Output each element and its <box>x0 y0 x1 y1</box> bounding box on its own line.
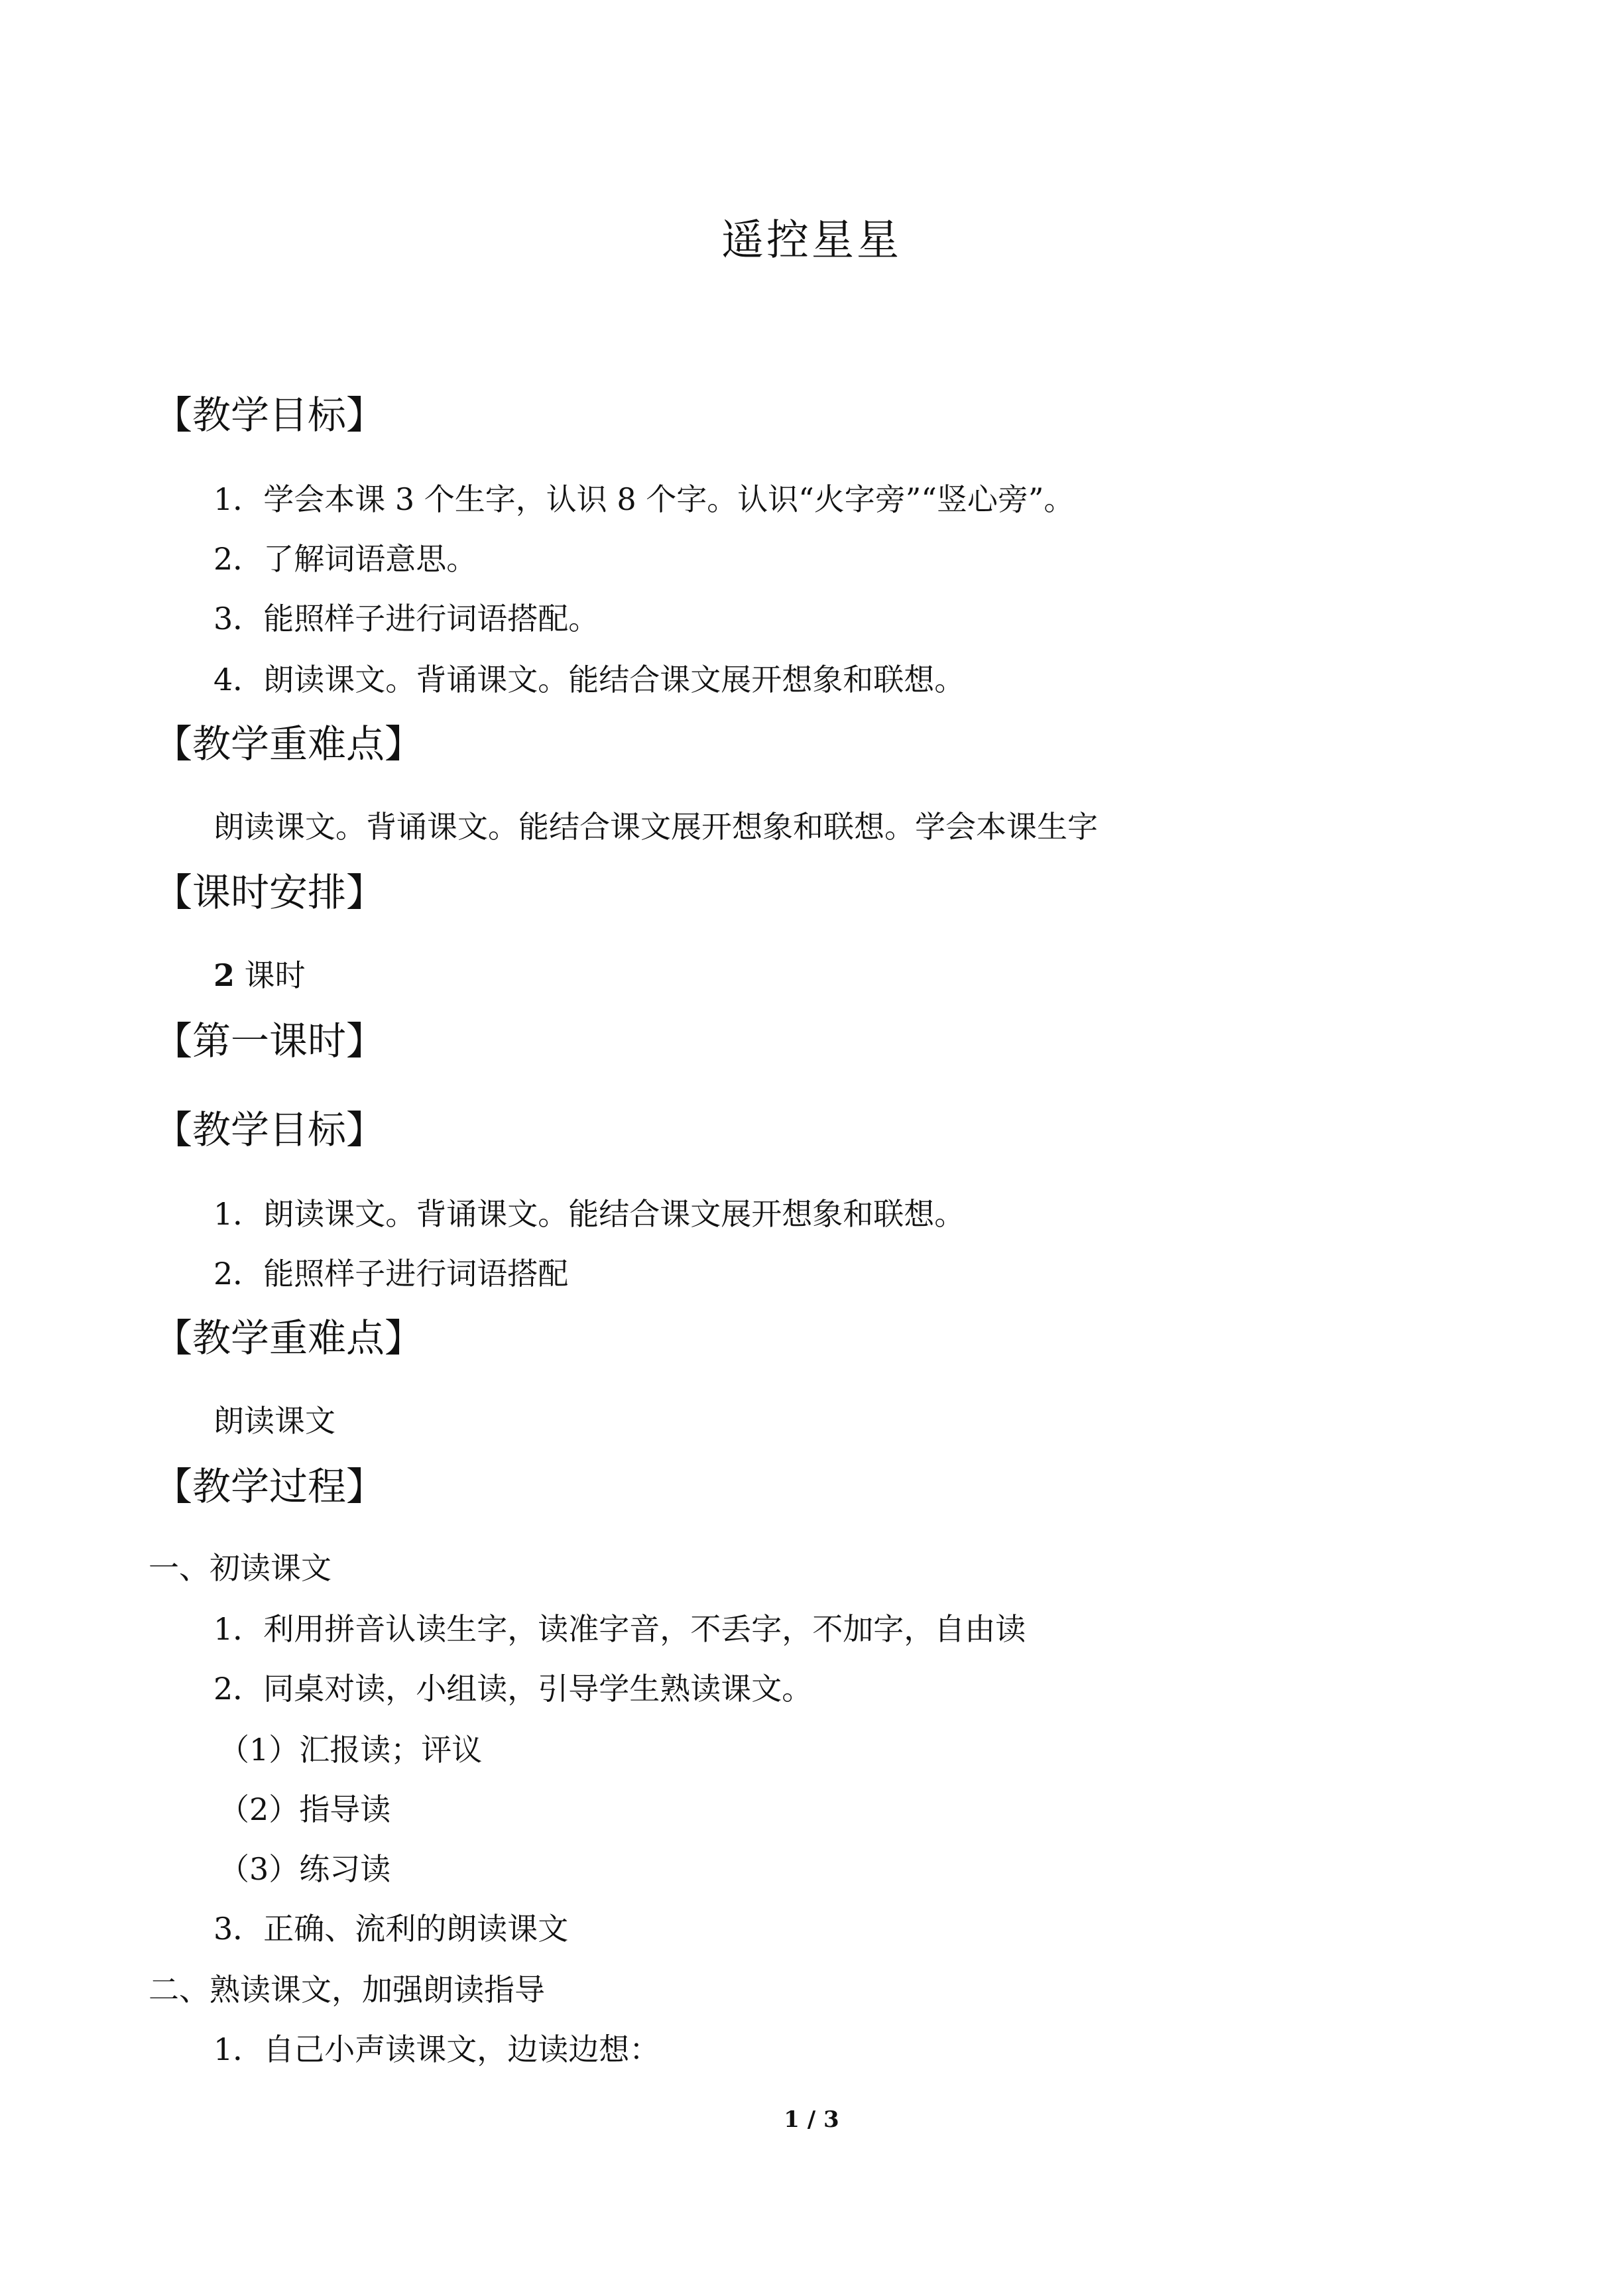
document-title: 遥控星星 <box>721 216 902 265</box>
process-part-title: 二、熟读课文，加强朗读指导 <box>149 1972 545 2008</box>
process-item: 3．正确、流利的朗读课文 <box>213 1911 569 1947</box>
process-subitem: （3）练习读 <box>219 1851 391 1887</box>
schedule-count: 2 <box>213 957 235 993</box>
goal-item: 2．能照样子进行词语搭配 <box>213 1256 569 1292</box>
section-heading-process: 【教学过程】 <box>154 1464 385 1509</box>
section-heading-lesson1: 【第一课时】 <box>154 1018 385 1063</box>
keypoints-text: 朗读课文。背诵课文。能结合课文展开想象和联想。学会本课生字 <box>213 809 1098 845</box>
section-heading-goals-lesson1: 【教学目标】 <box>154 1107 385 1152</box>
section-heading-keypoints-lesson1: 【教学重难点】 <box>154 1315 424 1360</box>
page-number: 1 / 3 <box>784 2106 839 2133</box>
process-part-title: 一、初读课文 <box>149 1550 331 1586</box>
goal-item: 4．朗读课文。背诵课文。能结合课文展开想象和联想。 <box>213 662 965 697</box>
schedule-unit: 课时 <box>244 957 306 993</box>
section-heading-keypoints: 【教学重难点】 <box>154 721 424 766</box>
process-item: 1．利用拼音认读生字，读准字音，不丢字，不加字，自由读 <box>213 1611 1026 1647</box>
goal-item: 1．学会本课 3 个生字，认识 8 个字。认识“火字旁”“竖心旁”。 <box>213 481 1075 517</box>
goal-item: 1．朗读课文。背诵课文。能结合课文展开想象和联想。 <box>213 1196 965 1232</box>
schedule-text <box>213 955 306 996</box>
goal-item: 2．了解词语意思。 <box>213 541 477 577</box>
process-item: 2．同桌对读，小组读，引导学生熟读课文。 <box>213 1671 813 1707</box>
section-heading-goals: 【教学目标】 <box>154 393 385 438</box>
process-item: 1．自己小声读课文，边读边想： <box>213 2031 660 2067</box>
process-subitem: （1）汇报读；评议 <box>219 1732 483 1768</box>
process-subitem: （2）指导读 <box>219 1791 391 1827</box>
goal-item: 3．能照样子进行词语搭配。 <box>213 601 599 636</box>
section-heading-schedule: 【课时安排】 <box>154 870 385 915</box>
keypoints-text: 朗读课文 <box>213 1403 335 1439</box>
